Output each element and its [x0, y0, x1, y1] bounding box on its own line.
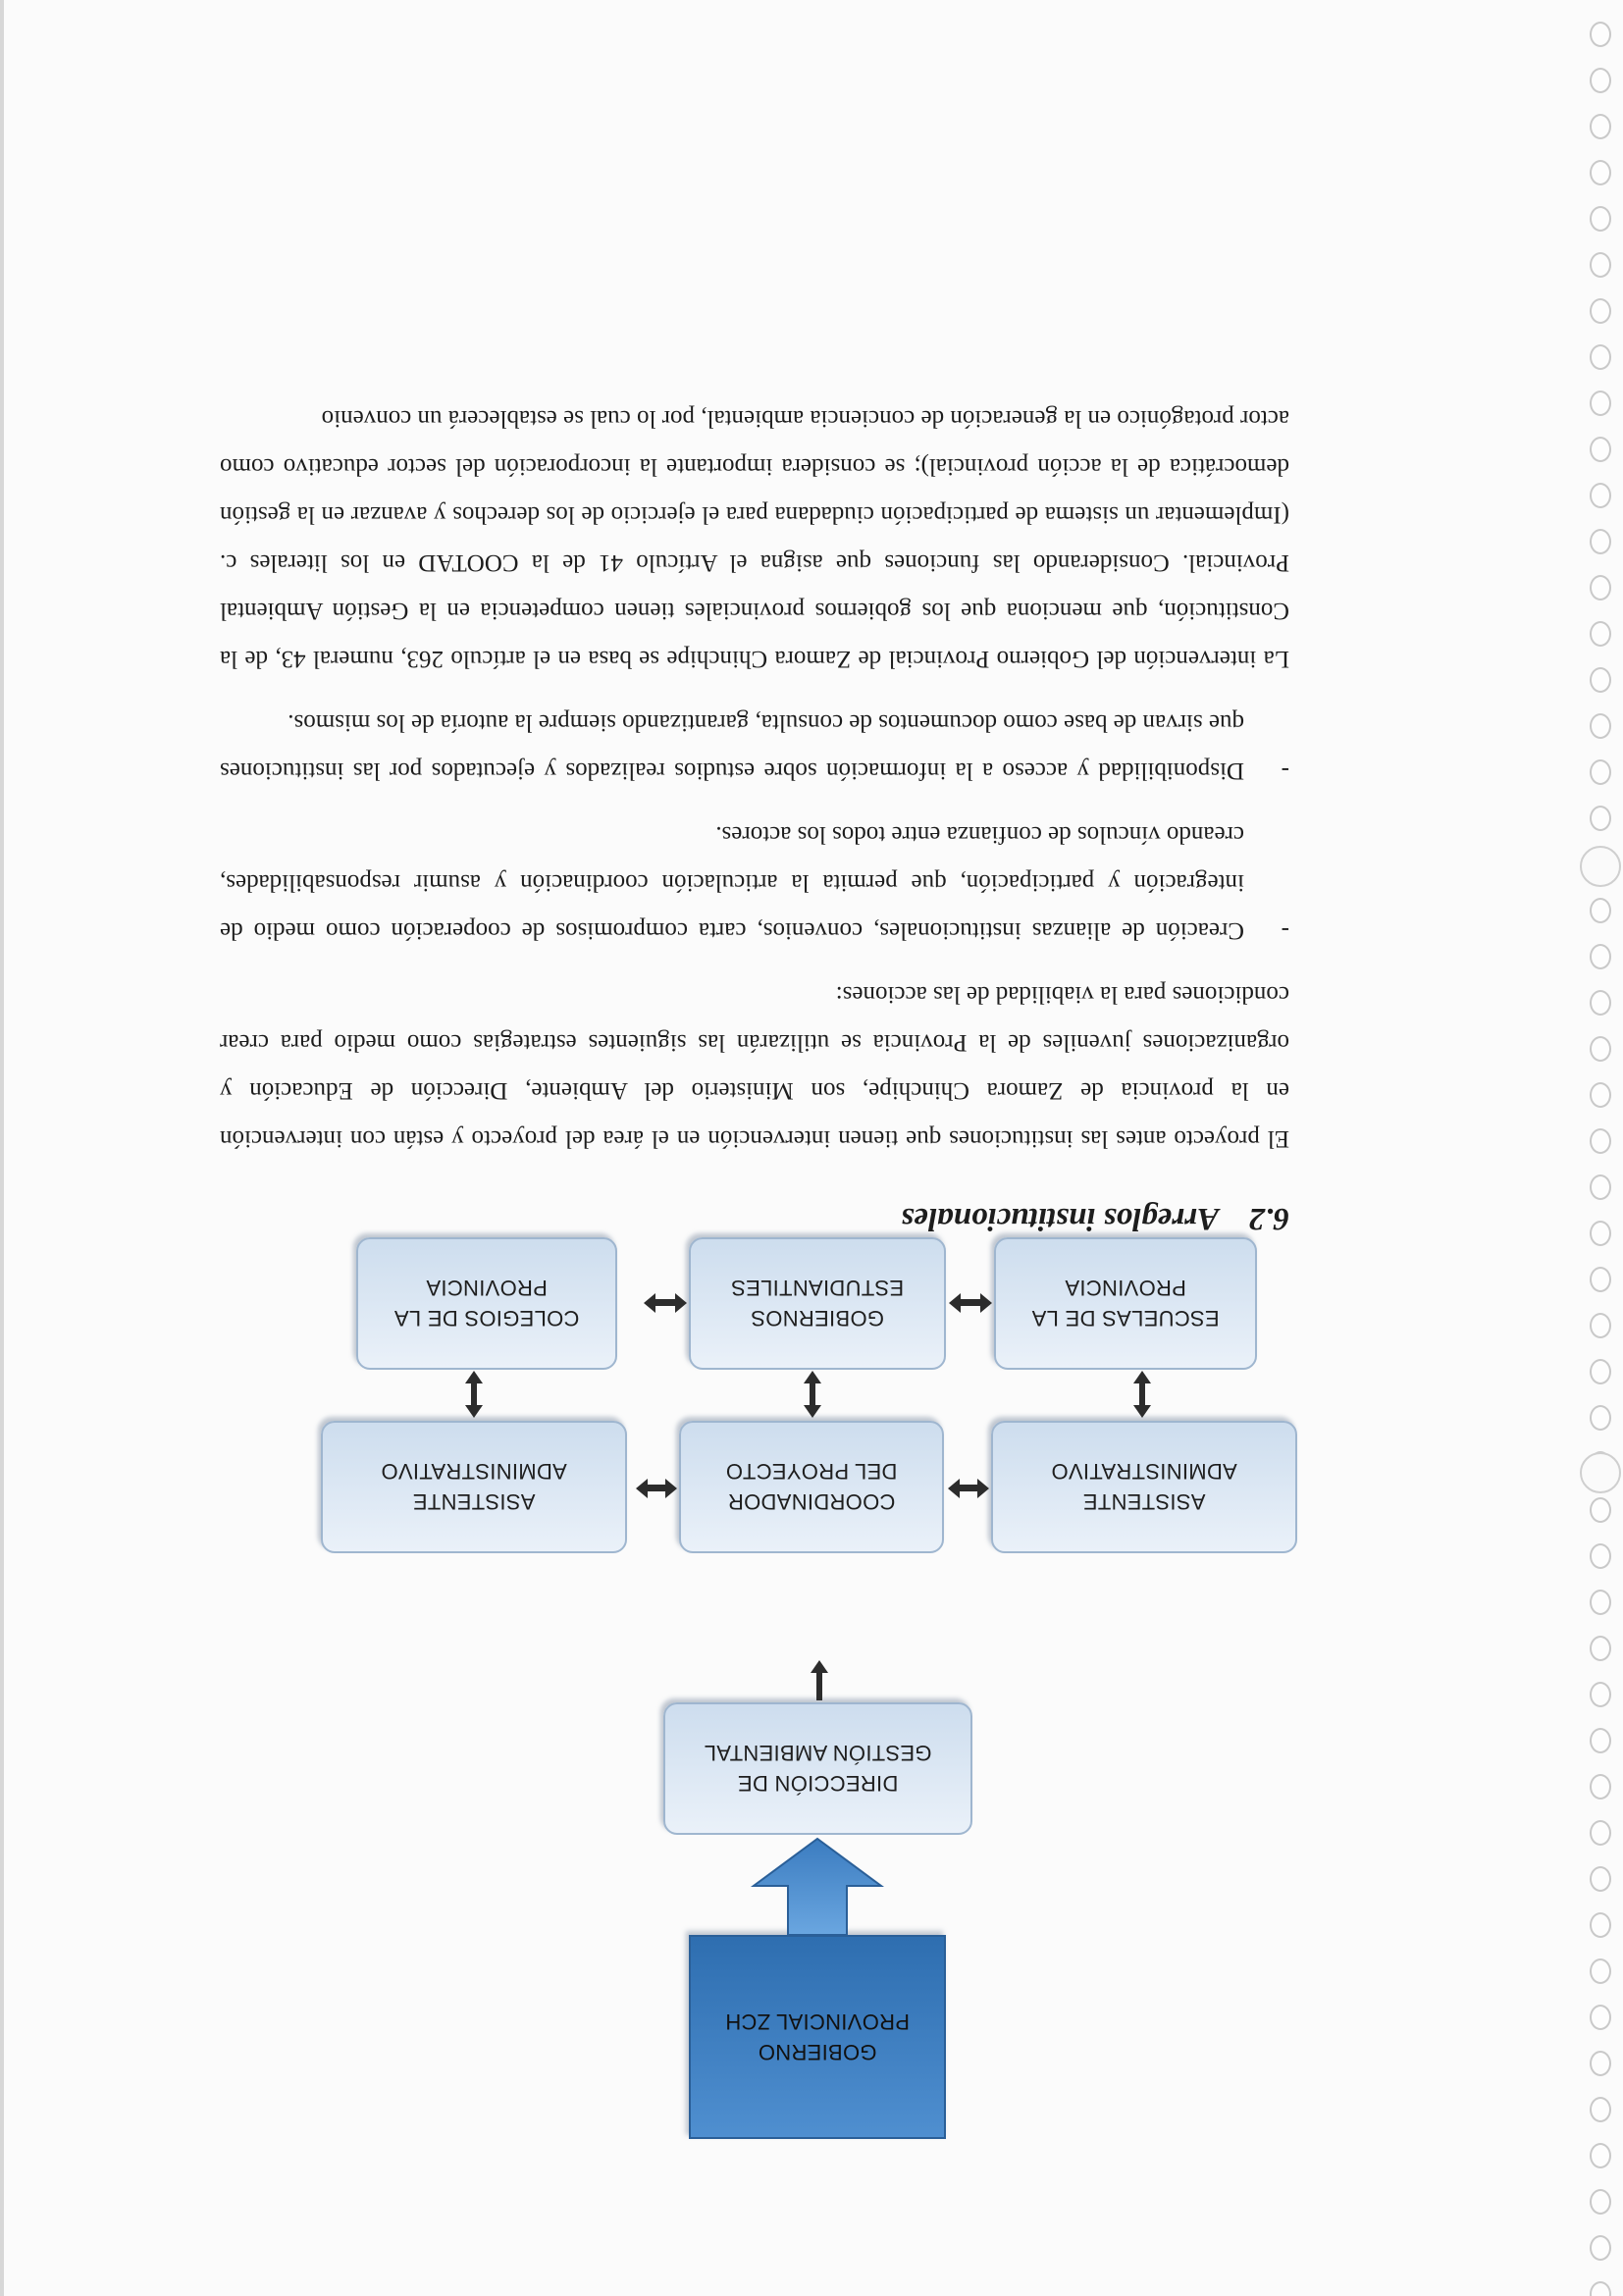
- bullet-text: Creación de alianzas institucionales, convenios, carta compromisos de cooperación como medio de integración y participación, que permita la articulación coordinación y asumir responsabilidades, creando vínculos de confianza entre todos los actores.: [220, 821, 1244, 944]
- box-line: ASISTENTE: [412, 1489, 536, 1515]
- box-line: COORDINADOR: [727, 1489, 896, 1515]
- box-line: GOBIERNOS: [751, 1306, 884, 1331]
- bullet-item: [220, 810, 1289, 955]
- section-body: [220, 379, 1289, 1236]
- box-line: GOBIERNO: [758, 2040, 877, 2064]
- box-line: DIRECCIÓN DE: [737, 1771, 899, 1797]
- arrow-right-icon: [949, 1293, 961, 1313]
- box-direccion-gestion-ambiental: [663, 1702, 972, 1835]
- arrow-right-icon: [644, 1293, 655, 1313]
- box-escuelas-provincia: [994, 1237, 1257, 1370]
- connector-assistant2-colleges: [471, 1382, 477, 1407]
- arrow-right-icon: [636, 1479, 648, 1498]
- bullet-marker: -: [1281, 917, 1289, 944]
- box-gobiernos-estudiantiles: [689, 1237, 946, 1370]
- section-number: 6.2: [1248, 1201, 1289, 1236]
- arrow-down-icon: [465, 1371, 483, 1383]
- box-line: ADMINISTRATIVO: [381, 1459, 567, 1485]
- box-line: ASISTENTE: [1082, 1489, 1206, 1515]
- connector-schools-studentgov: [959, 1299, 982, 1306]
- connector-coordinator-studentgov: [810, 1382, 815, 1407]
- box-line: ADMINISTRATIVO: [1051, 1459, 1237, 1485]
- connector-assistant1-schools: [1139, 1382, 1145, 1407]
- box-line: DEL PROYECTO: [725, 1459, 898, 1485]
- box-line: ESTUDIANTILES: [730, 1276, 905, 1301]
- arrow-down-icon: [804, 1371, 821, 1383]
- box-line: PROVINCIA: [1065, 1276, 1186, 1301]
- arrow-down-icon: [1133, 1371, 1151, 1383]
- box-gobierno-provincial: [689, 1935, 946, 2139]
- connector-studentgov-colleges: [654, 1299, 677, 1306]
- arrow-right-icon: [948, 1479, 960, 1498]
- arrow-down-icon: [811, 1660, 828, 1673]
- bullet-item: [220, 699, 1289, 795]
- box-asistente-administrativo-2: [321, 1421, 627, 1553]
- box-line: PROVINCIA: [426, 1276, 548, 1301]
- section-title: Arreglos institucionales: [901, 1201, 1219, 1236]
- box-line: GESTIÓN AMBIENTAL: [704, 1741, 932, 1766]
- connector-coordinator-assistant2: [646, 1485, 667, 1491]
- box-colegios-provincia: [356, 1237, 617, 1370]
- legal-paragraph: La intervención del Gobierno Provincial de Zamora Chinchipe se basa en el artículo 263, numeral 43, de la Constitución, que menciona que los gobiernos provinciales tienen competencia en la Gestión Ambiental Provincial. Considerando las funciones que asigna el Artículo 41 de la COOTAD en los literales c. (Implementar un sistema de participación ciudadana para el ejercicio de los derechos y avanzar en la gestión democrática de la acción provincial); se considera importante la incorporación del sector educativo como actor protagónico en la generación de conciencia ambiental, por lo cual se establecerá un convenio: [220, 405, 1289, 672]
- connector-direction-coordinator: [816, 1671, 822, 1700]
- intro-paragraph: El proyecto antes las instituciones que tienen intervención en el área del proyecto y están con intervención en la provincia de Zamora Chinchipe, son Ministerio del Ambiente, Dirección de Educación y organizaciones juveniles de la Provincia se utilizarán las siguientes estrategias como medio para crear condiciones para la viabilidad de las acciones:: [220, 981, 1289, 1152]
- connector-assistant1-coordinator: [958, 1485, 979, 1491]
- bullet-marker: -: [1281, 757, 1289, 784]
- box-asistente-administrativo-1: [991, 1421, 1297, 1553]
- box-line: COLEGIOS DE LA: [393, 1306, 580, 1331]
- box-line: PROVINCIAL ZCH: [725, 2009, 910, 2034]
- section-heading: [220, 1200, 1289, 1236]
- box-coordinador-proyecto: [679, 1421, 944, 1553]
- big-up-arrow-icon: [749, 1837, 886, 1935]
- bullet-text: Disponibilidad y acceso a la información sobre estudios realizados y ejecutados por las instituciones que sirvan de base como documentos de consulta, garantizando siempre la autoría de los mismos.: [220, 709, 1244, 784]
- box-line: ESCUELAS DE LA: [1031, 1306, 1220, 1331]
